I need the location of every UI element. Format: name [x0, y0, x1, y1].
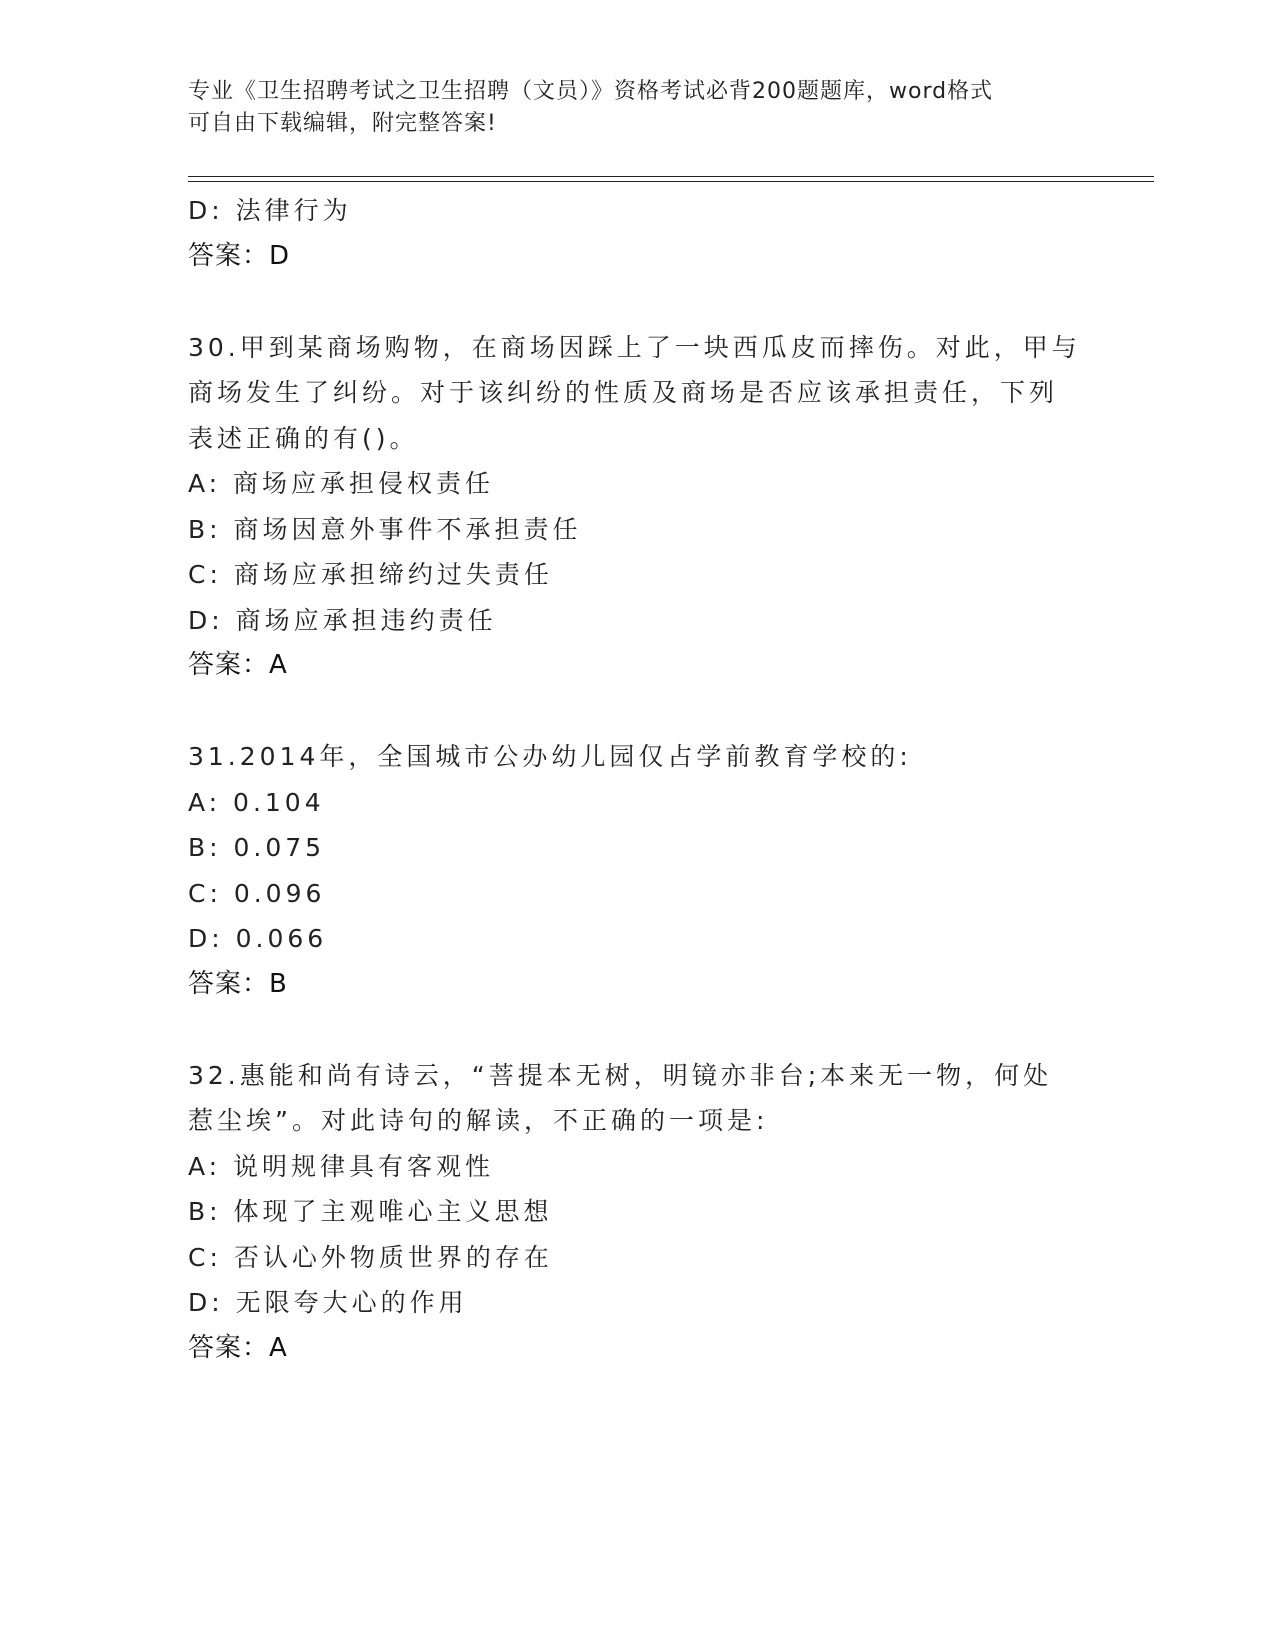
header-divider-top — [188, 176, 1154, 177]
document-body — [188, 188, 1148, 1371]
option-c: C: 否认心外物质世界的存在 — [188, 1242, 553, 1272]
option-d: D: 无限夸大心的作用 — [188, 1288, 468, 1317]
question-30 — [188, 325, 1148, 689]
answer-line: 答案：A — [188, 650, 288, 680]
answer-line: 答案：D — [188, 240, 291, 271]
header-title-line-1: 专业《卫生招聘考试之卫生招聘（文员）》资格考试必背200题题库，word格式 — [188, 79, 994, 104]
spacer — [188, 1007, 1148, 1053]
question-text-line: 31.2014年，全国城市公办幼儿园仅占学前教育学校的: — [188, 742, 912, 771]
question-32 — [188, 1053, 1148, 1372]
option-a: A: 商场应承担侵权责任 — [188, 469, 495, 498]
option-a: A: 0.104 — [188, 787, 325, 817]
question-text-line: 30.甲到某商场购物，在商场因踩上了一块西瓜皮而摔伤。对此，甲与 — [188, 332, 1081, 362]
option-c: C: 商场应承担缔约过失责任 — [188, 560, 553, 589]
option-d: D: 商场应承担违约责任 — [188, 605, 497, 635]
option-b: B: 体现了主观唯心主义思想 — [188, 1197, 553, 1226]
spacer — [188, 689, 1148, 735]
question-text-line: 商场发生了纠纷。对于该纠纷的性质及商场是否应该承担责任，下列 — [188, 378, 1059, 407]
answer-line: 答案：A — [188, 1332, 288, 1363]
question-text-line: 32.惠能和尚有诗云，“菩提本无树，明镜亦非台;本来无一物，何处 — [188, 1060, 1053, 1090]
page-header — [188, 76, 1088, 140]
question-31 — [188, 734, 1148, 1007]
option-b: B: 0.075 — [188, 833, 326, 862]
header-title-line-2: 可自由下载编辑，附完整答案! — [188, 111, 497, 136]
question-text-line: 表述正确的有()。 — [188, 423, 419, 453]
option-b: B: 商场因意外事件不承担责任 — [188, 514, 582, 544]
option-c: C: 0.096 — [188, 878, 326, 908]
option-d: D: 法律行为 — [188, 196, 352, 225]
option-a: A: 说明规律具有客观性 — [188, 1151, 495, 1181]
spacer — [188, 279, 1148, 325]
header-divider-bottom — [188, 181, 1154, 182]
answer-line: 答案：B — [188, 968, 288, 999]
previous-question-tail — [188, 188, 1148, 279]
option-d: D: 0.066 — [188, 924, 328, 953]
question-text-line: 惹尘埃”。对此诗句的解读，不正确的一项是: — [188, 1106, 769, 1135]
